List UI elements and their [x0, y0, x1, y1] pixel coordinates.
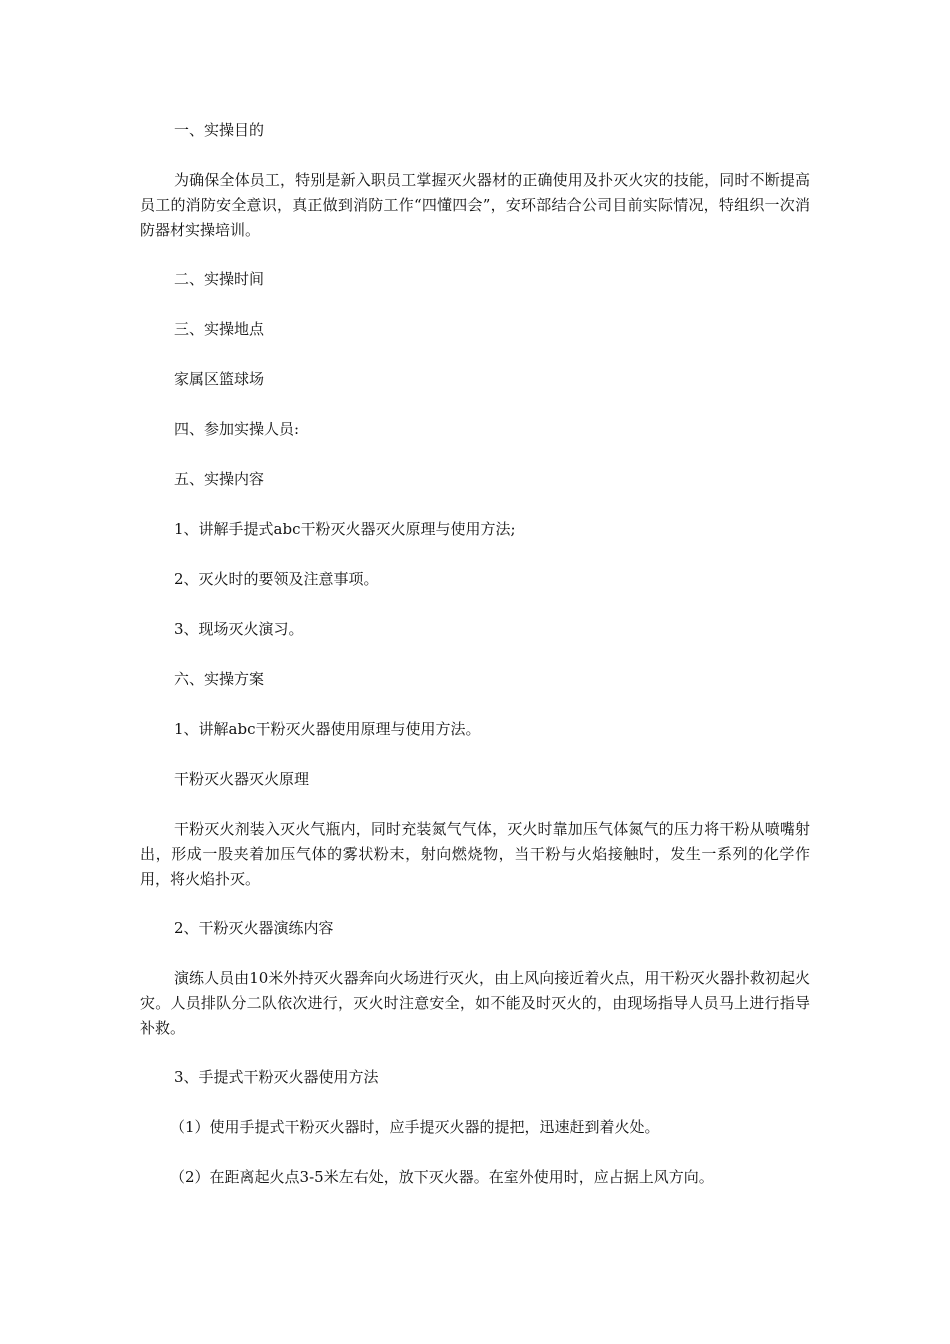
content-item-2: 2、灭火时的要领及注意事项。 [174, 570, 379, 588]
section-heading-plan: 六、实操方案 [174, 670, 265, 688]
document-body [140, 118, 810, 1215]
section-heading-time: 二、实操时间 [174, 270, 265, 288]
section-heading-content: 五、实操内容 [174, 470, 265, 488]
plan-item-1: 1、讲解abc干粉灭火器使用原理与使用方法。 [174, 720, 481, 738]
plan-item-3: 3、手提式干粉灭火器使用方法 [174, 1068, 379, 1086]
principle-heading: 干粉灭火器灭火原理 [174, 770, 310, 788]
content-item-1: 1、讲解手提式abc干粉灭火器灭火原理与使用方法; [174, 520, 516, 538]
plan-item-2: 2、干粉灭火器演练内容 [174, 919, 334, 937]
objective-paragraph: 为确保全体员工，特别是新入职员工掌握灭火器材的正确使用及扑灭火灾的技能，同时不断提高员工的消防安全意识，真正做到消防工作“四懂四会”，安环部结合公司目前实际情况，特组织一次消防器材实操培训。 [140, 171, 810, 239]
section-heading-participants: 四、参加实操人员: [174, 420, 300, 438]
principle-paragraph: 干粉灭火剂装入灭火气瓶内，同时充装氮气气体，灭火时靠加压气体氮气的压力将干粉从喷嘴射出，形成一股夹着加压气体的雾状粉末，射向燃烧物，当干粉与火焰接触时，发生一系列的化学作用，将火焰扑灭。 [140, 820, 810, 888]
location-value: 家属区篮球场 [174, 370, 265, 388]
drill-paragraph: 演练人员由10米外持灭火器奔向火场进行灭火，由上风向接近着火点，用干粉灭火器扑救初起火灾。人员排队分二队依次进行，灭火时注意安全，如不能及时灭火的，由现场指导人员马上进行指导补救。 [140, 969, 810, 1037]
section-heading-location: 三、实操地点 [174, 320, 265, 338]
content-item-3: 3、现场灭火演习。 [174, 620, 304, 638]
usage-step-1: （1）使用手提式干粉灭火器时，应手提灭火器的提把，迅速赶到着火处。 [170, 1118, 660, 1136]
usage-step-2: （2）在距离起火点3-5米左右处，放下灭火器。在室外使用时，应占据上风方向。 [170, 1168, 714, 1186]
section-heading-objective: 一、实操目的 [174, 121, 265, 139]
